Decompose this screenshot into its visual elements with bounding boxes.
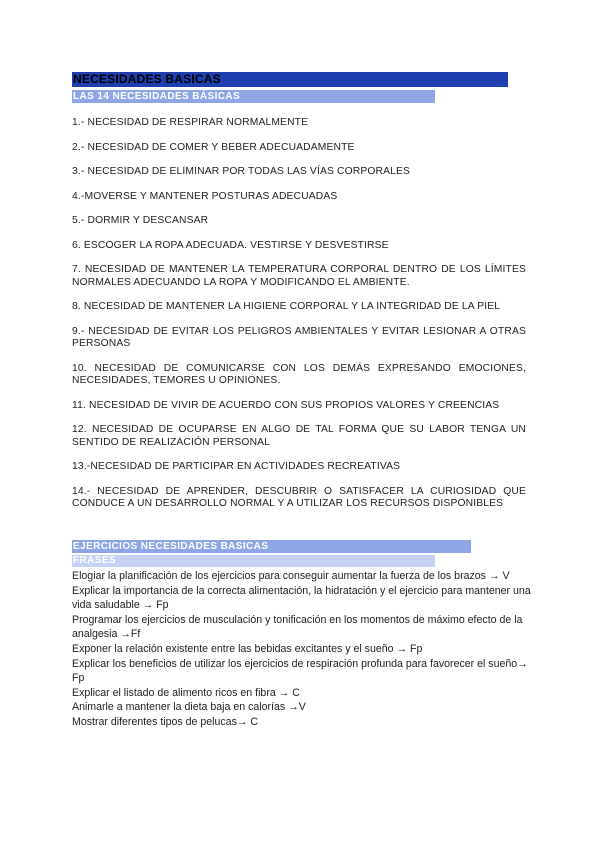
frases-list [72, 569, 534, 730]
section-heading-needs: LAS 14 NECESIDADES BÁSICAS [72, 90, 435, 103]
frase-item: Animarle a mantener la dieta baja en calorías →V [72, 701, 306, 714]
section-heading-exercises: EJERCICIOS NECESIDADES BASICAS [72, 540, 471, 553]
section-heading-frases: FRASES [72, 555, 435, 567]
need-item: 9.- NECESIDAD DE EVITAR LOS PELIGROS AMBIENTALES Y EVITAR LESIONAR A OTRAS PERSONAS [72, 325, 526, 349]
frase-item: Mostrar diferentes tipos de pelucas→ C [72, 715, 259, 728]
need-item: 8. NECESIDAD DE MANTENER LA HIGIENE CORPORAL Y LA INTEGRIDAD DE LA PIEL [72, 301, 501, 312]
frase-item: Programar los ejercicios de musculación y tonificación en los momentos de máximo efecto de la analgesia →Ff [72, 613, 523, 641]
need-item: 13.-NECESIDAD DE PARTICIPAR EN ACTIVIDADES RECREATIVAS [72, 461, 401, 472]
need-item: 10. NECESIDAD DE COMUNICARSE CON LOS DEMÁS EXPRESANDO EMOCIONES, NECESIDADES, TEMORES U OPINIONES. [72, 362, 526, 386]
need-item: 7. NECESIDAD DE MANTENER LA TEMPERATURA CORPORAL DENTRO DE LOS LÍMITES NORMALES ADECUANDO LA ROPA Y MODIFICANDO EL AMBIENTE. [72, 264, 526, 288]
need-item: 5.- DORMIR Y DESCANSAR [72, 215, 209, 226]
frase-item: Explicar el listado de alimento ricos en fibra → C [72, 686, 300, 699]
need-item: 12. NECESIDAD DE OCUPARSE EN ALGO DE TAL FORMA QUE SU LABOR TENGA UN SENTIDO DE REALIZACIÓN PERSONAL [72, 424, 526, 448]
frase-item: Elogiar la planificación de los ejercicios para conseguir aumentar la fuerza de los brazos → V [72, 570, 510, 582]
need-item: 14.- NECESIDAD DE APRENDER, DESCUBRIR O SATISFACER LA CURIOSIDAD QUE CONDUCE A UN DESARROLLO NORMAL Y A UTILIZAR LOS RECURSOS DISPONIBLES [72, 485, 526, 509]
frase-item: Explicar la importancia de la correcta alimentación, la hidratación y el ejercicio para mantener una vida saludable → Fp [72, 584, 531, 612]
need-item: 3.- NECESIDAD DE ELIMINAR POR TODAS LAS VÍAS CORPORALES [72, 166, 411, 177]
frase-item: Explicar los beneficios de utilizar los ejercicios de respiración profunda para favorecer el sueño→ Fp [72, 657, 528, 685]
need-item: 11. NECESIDAD DE VIVIR DE ACUERDO CON SUS PROPIOS VALORES Y CREENCIAS [72, 399, 500, 411]
frase-item: Exponer la relación existente entre las bebidas excitantes y el sueño → Fp [72, 642, 423, 655]
needs-list [72, 117, 526, 523]
document-title: NECESIDADES BASICAS [72, 72, 508, 87]
need-item: 6. ESCOGER LA ROPA ADECUADA. VESTIRSE Y DESVESTIRSE [72, 239, 389, 251]
need-item: 2.- NECESIDAD DE COMER Y BEBER ADECUADAMENTE [72, 141, 355, 153]
need-item: 1.- NECESIDAD DE RESPIRAR NORMALMENTE [72, 117, 309, 128]
need-item: 4.-MOVERSE Y MANTENER POSTURAS ADECUADAS [72, 190, 338, 202]
